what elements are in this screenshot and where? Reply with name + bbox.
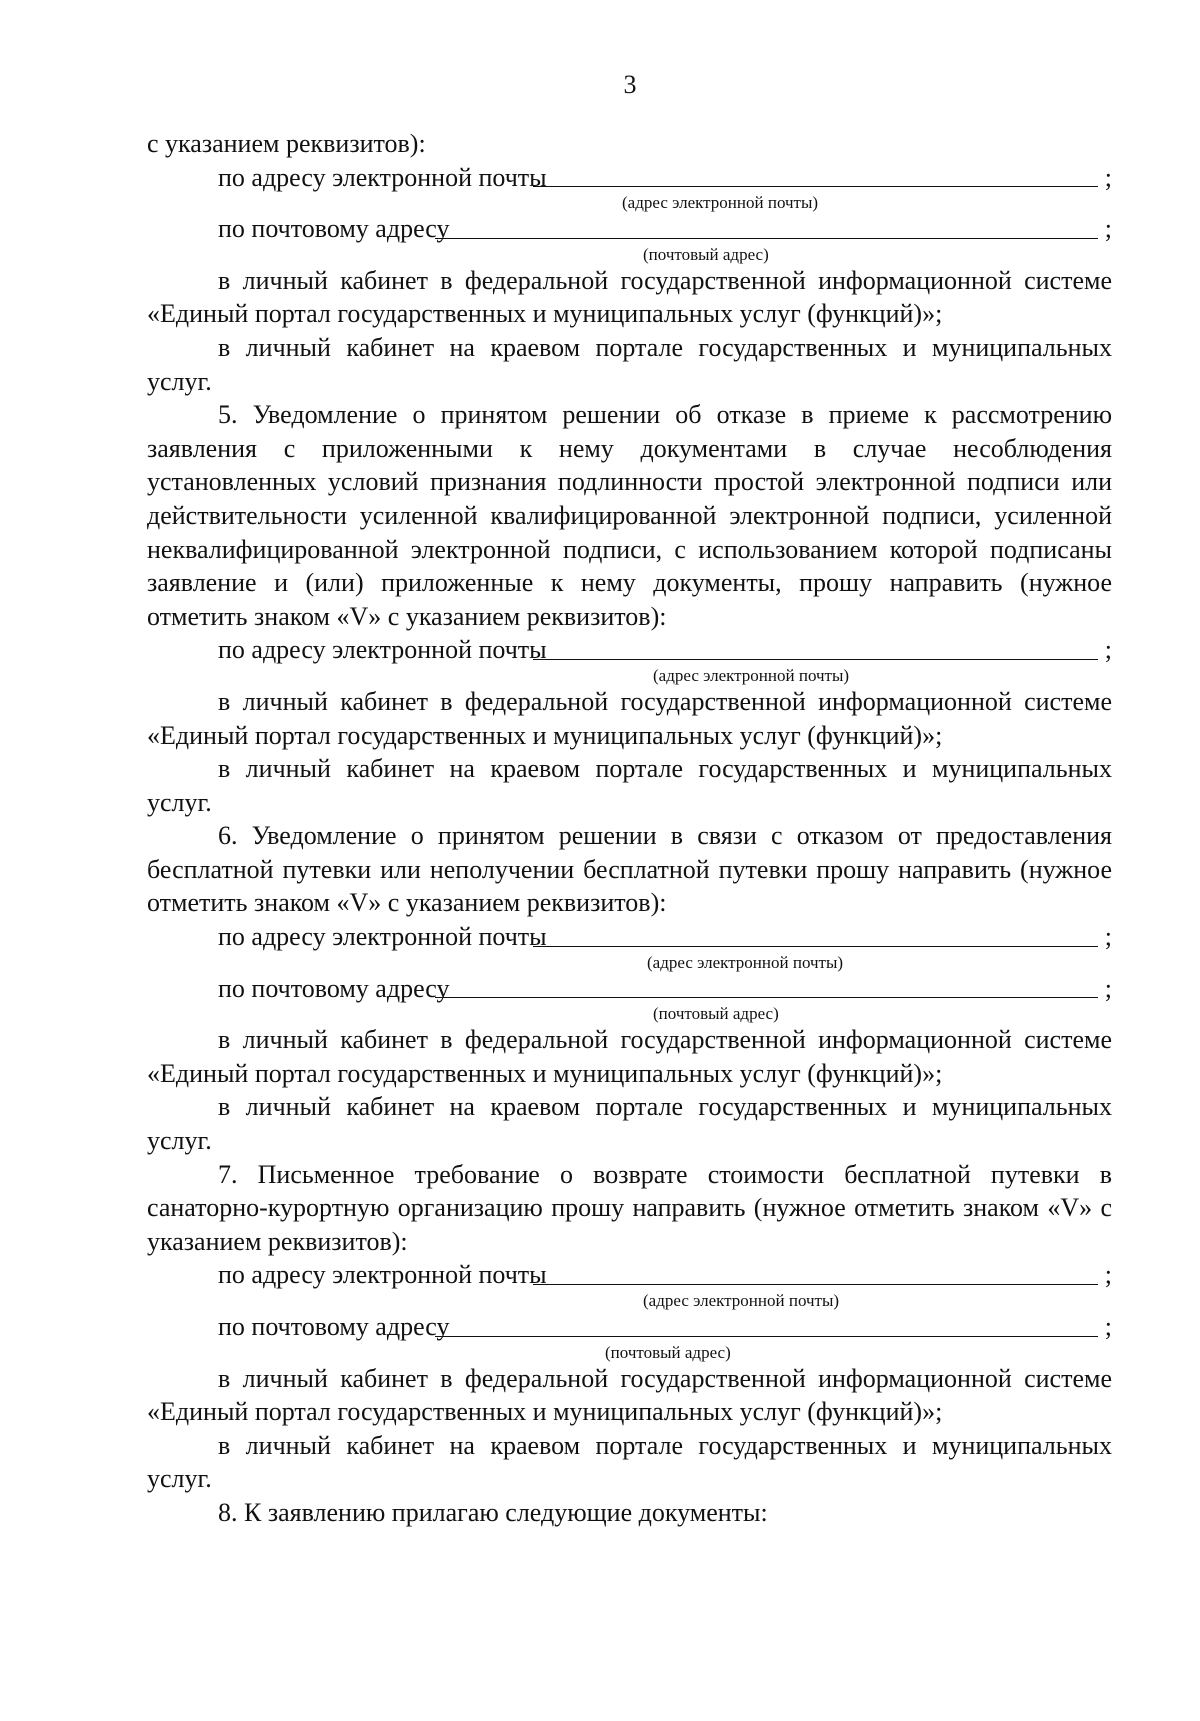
page-number: 3	[623, 70, 637, 99]
post-field-label: по почтовому адресу	[218, 1312, 450, 1341]
email-caption: (адрес электронной почты)	[622, 193, 819, 213]
post-field-row	[147, 1310, 1112, 1344]
email-field-row	[147, 633, 1112, 667]
email-field-label: по адресу электронной почты	[218, 635, 547, 665]
gosuslugi-option: в личный кабинет в федеральной государственной информационной системе «Единый портал государственных и муниципальных услуг (функций)»;	[147, 686, 1112, 750]
post-input-line[interactable]	[435, 997, 1098, 998]
email-field-row	[147, 1258, 1112, 1292]
email-field-label: по адресу электронной почты	[218, 162, 547, 192]
email-input-line[interactable]	[533, 186, 1098, 187]
field-terminator: ;	[1104, 635, 1112, 665]
kraevoy-option: в личный кабинет на краевом портале государственных и муниципальных услуг.	[147, 1092, 1112, 1156]
section-8-text: 8. К заявлению прилагаю следующие документы:	[218, 1497, 768, 1527]
field-terminator: ;	[1104, 922, 1112, 952]
email-caption: (адрес электронной почты)	[653, 665, 850, 685]
email-caption: (адрес электронной почты)	[647, 952, 844, 972]
kraevoy-option: в личный кабинет на краевом портале государственных и муниципальных услуг.	[147, 754, 1112, 817]
email-input-line[interactable]	[533, 659, 1098, 660]
post-caption: (почтовый адрес)	[643, 244, 769, 264]
gosuslugi-option: в личный кабинет в федеральной государственной информационной системе «Единый портал государственных и муниципальных услуг (функций)»;	[147, 1025, 1112, 1088]
kraevoy-option: в личный кабинет на краевом портале государственных и муниципальных услуг.	[147, 1430, 1112, 1494]
email-caption-row	[147, 954, 1112, 972]
continuation-line: с указанием реквизитов):	[147, 129, 426, 158]
post-caption: (почтовый адрес)	[653, 1004, 779, 1024]
kraevoy-option: в личный кабинет на краевом портале государственных и муниципальных услуг.	[147, 332, 1112, 396]
post-field-label: по почтовому адресу	[218, 214, 450, 244]
section-7-text: 7. Письменное требование о возврате стоимости бесплатной путевки в санаторно-курортную организацию прошу направить (нужное отметить знаком «V» с указанием реквизитов):	[147, 1159, 1112, 1256]
email-field-label: по адресу электронной почты	[218, 1260, 547, 1290]
email-field-row	[147, 920, 1112, 954]
field-terminator: ;	[1104, 973, 1112, 1003]
post-input-line[interactable]	[435, 1336, 1098, 1337]
document-body	[147, 127, 1112, 1530]
email-input-line[interactable]	[533, 1284, 1098, 1285]
email-caption-row	[147, 194, 1112, 212]
email-caption-row	[147, 667, 1112, 685]
field-terminator: ;	[1104, 162, 1112, 192]
post-caption: (почтовый адрес)	[605, 1342, 731, 1362]
post-caption-row	[147, 1005, 1112, 1023]
post-caption-row	[147, 1344, 1112, 1362]
post-field-label: по почтовому адресу	[218, 973, 450, 1003]
field-terminator: ;	[1104, 1260, 1112, 1290]
gosuslugi-option: в личный кабинет в федеральной государственной информационной системе «Единый портал государственных и муниципальных услуг (функций)»;	[147, 1363, 1112, 1427]
field-terminator: ;	[1104, 214, 1112, 244]
email-caption: (адрес электронной почты)	[643, 1291, 840, 1310]
section-6-text: 6. Уведомление о принятом решении в связи с отказом от предоставления бесплатной путевки или неполучении бесплатной путевки прошу направить (нужное отметить знаком «V» с указанием реквизитов):	[147, 821, 1112, 918]
section-5-text: 5. Уведомление о принятом решении об отказе в приеме к рассмотрению заявления с приложенными к нему документами в случае несоблюдения установленных условий признания подлинности простой электронной подписи или действительности усиленной квалифицированной электронной подписи, усиленной неквалифицированной электронной подписи, с использованием которой подписаны заявление и (или) приложенные к нему документы, прошу направить (нужное отметить знаком «V» с указанием реквизитов):	[147, 400, 1112, 631]
post-caption-row	[147, 246, 1112, 264]
email-field-row	[147, 161, 1112, 195]
gosuslugi-option: в личный кабинет в федеральной государственной информационной системе «Единый портал государственных и муниципальных услуг (функций)»;	[147, 265, 1112, 329]
email-field-label: по адресу электронной почты	[218, 922, 547, 952]
post-field-row	[147, 972, 1112, 1006]
field-terminator: ;	[1104, 1312, 1112, 1341]
email-caption-row	[147, 1292, 1112, 1310]
post-input-line[interactable]	[435, 238, 1098, 239]
post-field-row	[147, 212, 1112, 246]
email-input-line[interactable]	[533, 946, 1098, 947]
